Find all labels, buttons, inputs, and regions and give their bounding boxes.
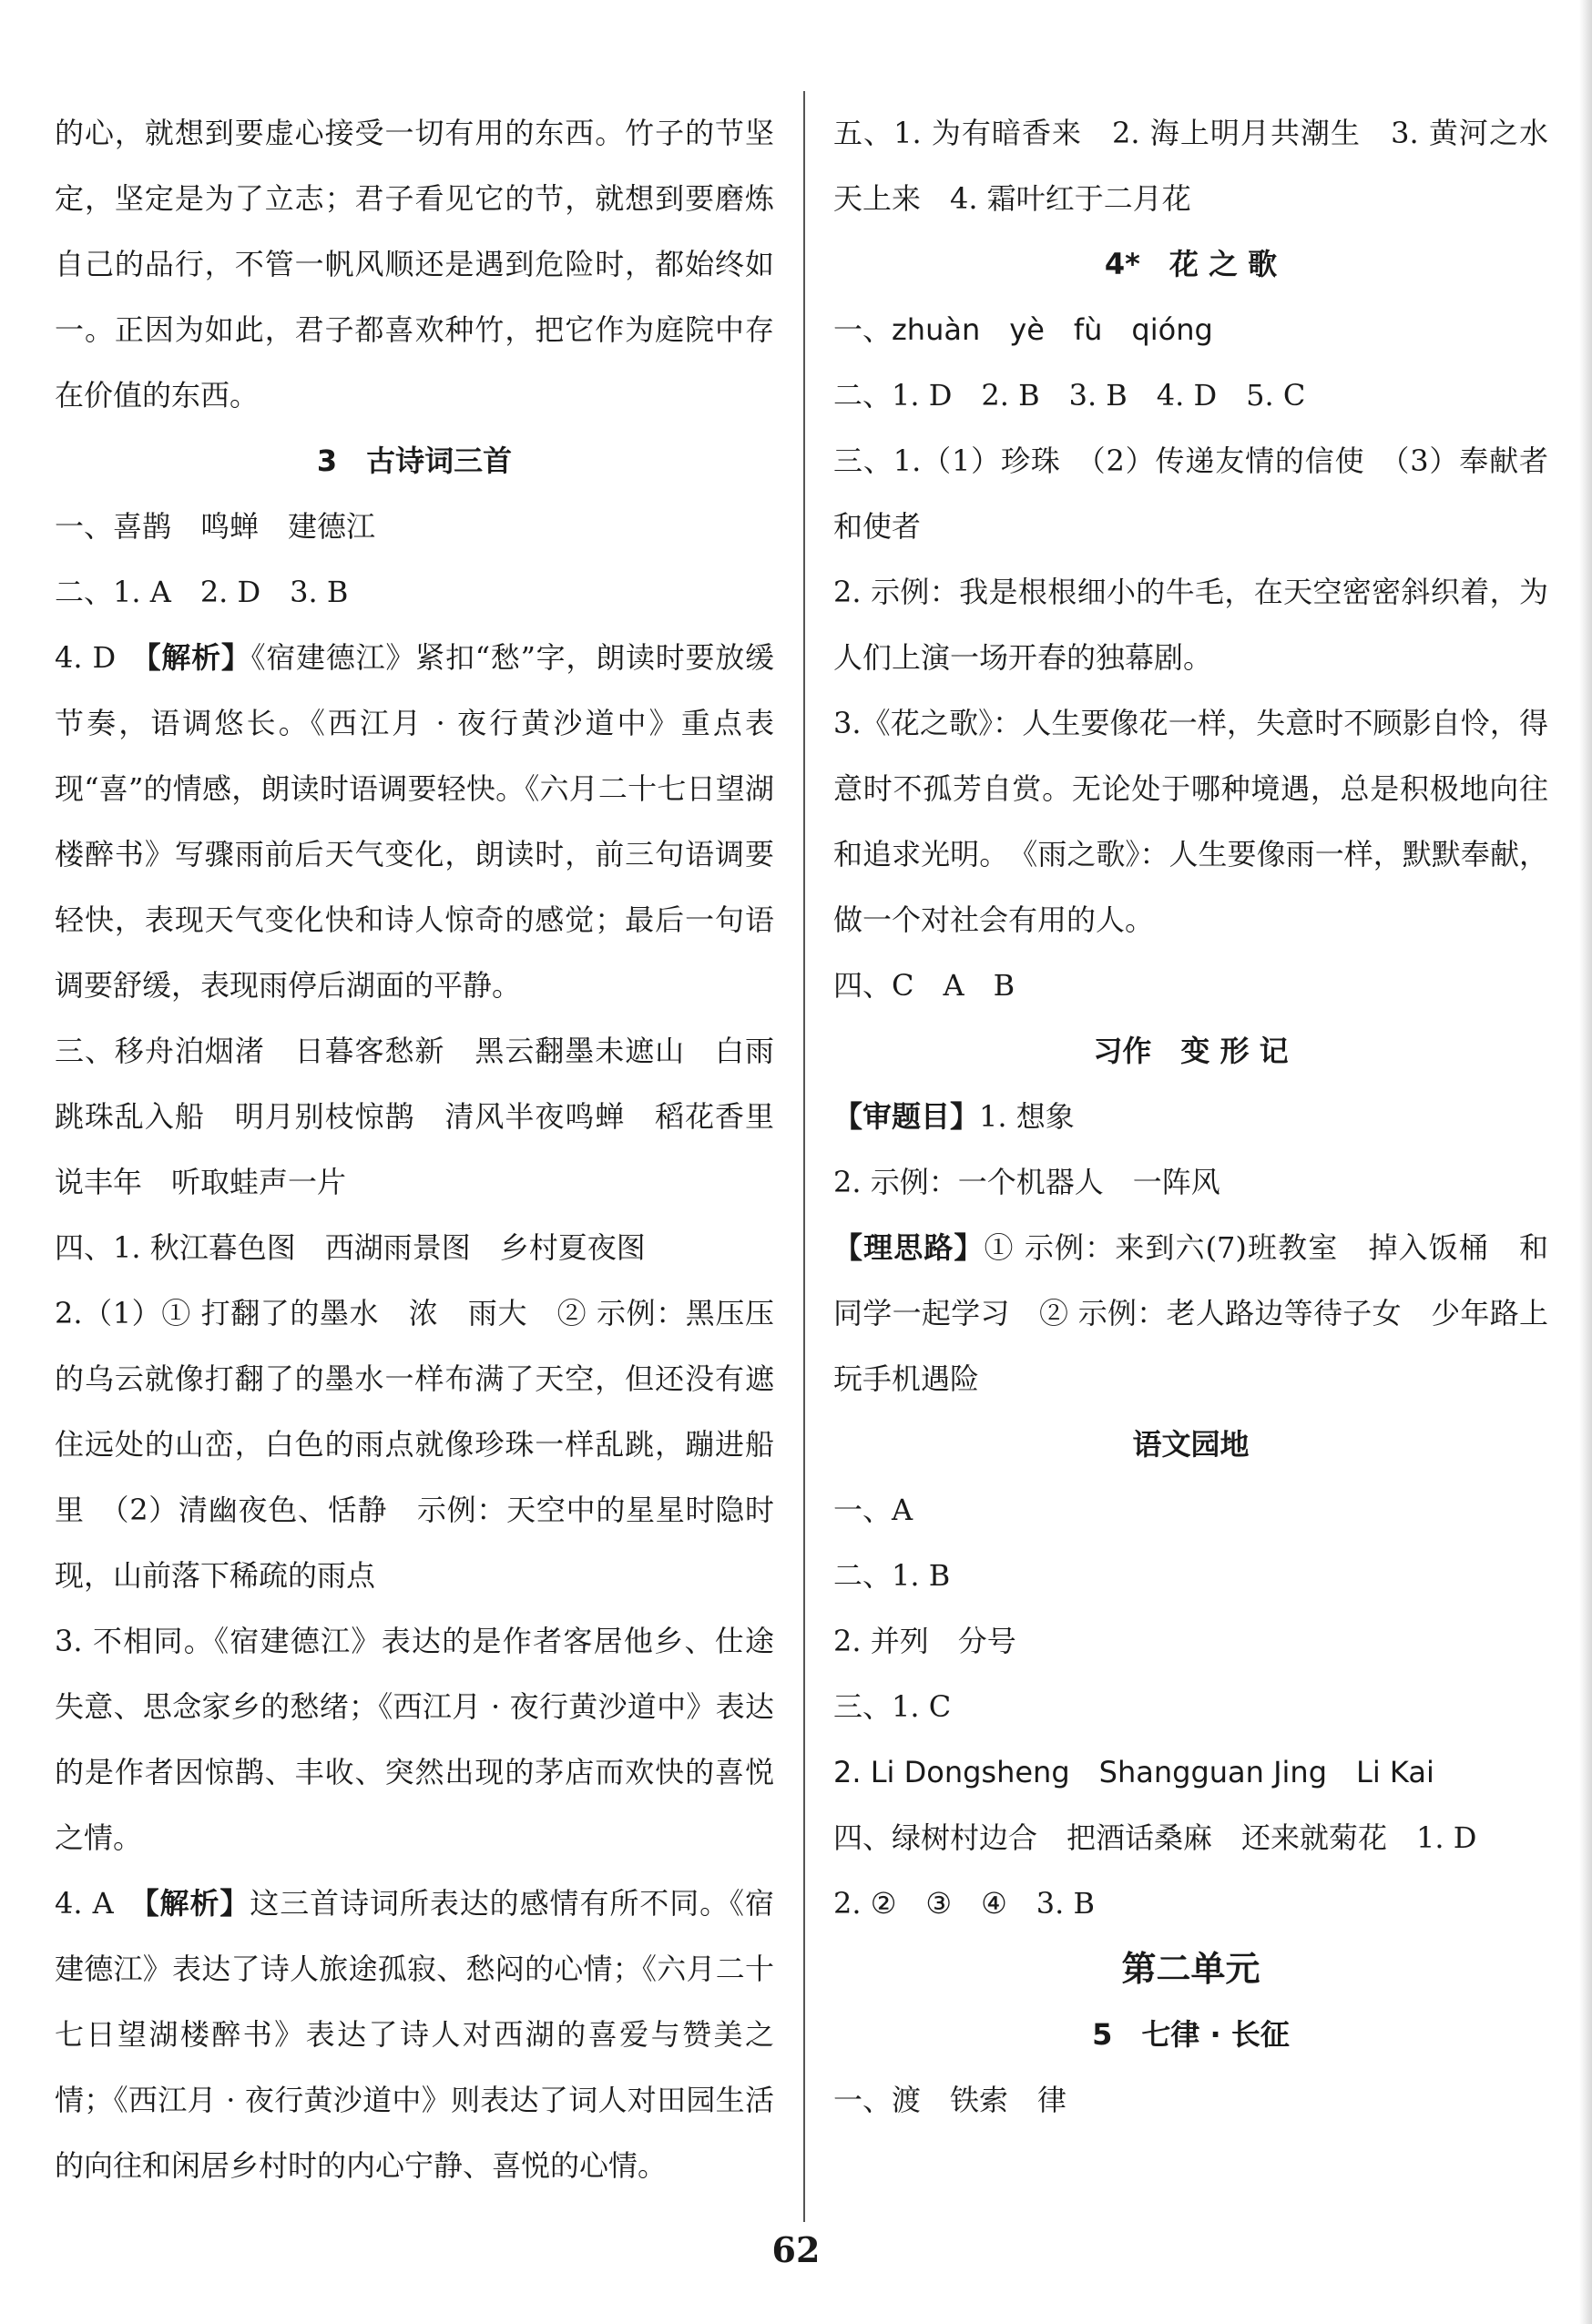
answer-text: ① 示例：来到六(7)班教室 掉入饭桶 和同学一起学习 ② 示例：老人路边等待子女 少年路上玩手机遇险 <box>833 1230 1548 1396</box>
answer-3-4-3: 3. 不相同。《宿建德江》表达的是作者客居他乡、仕途失意、思念家乡的愁绪；《西江月 · 夜行黄沙道中》表达的是作者因惊鹊、丰收、突然出现的茅店而欢快的喜悦之情。 <box>55 1624 774 1855</box>
section-title-5: 5 七律 · 长征 <box>1092 2017 1290 2052</box>
section-title-writing: 习作 变 形 记 <box>1093 1034 1289 1068</box>
analysis-tag: 【解析】 <box>144 1886 250 1921</box>
garden-2-2: 2. 并列 分号 <box>833 1624 1016 1658</box>
answer-3-4-2: 2.（1）① 打翻了的墨水 浓 雨大 ② 示例：黑压压的乌云就像打翻了的墨水一样布满了天空，但还没有遮住远处的山峦，白色的雨点就像珍珠一样乱跳，蹦进船里 （2）清幽夜色、恬静 示例：天空中的星星时隐时现，山前落下稀疏的雨点 <box>55 1296 774 1593</box>
answer-prefix: 4. A <box>55 1886 145 1921</box>
left-column <box>55 100 774 2198</box>
answer-4-3-1: 三、1.（1）珍珠 （2）传递友情的信使 （3）奉献者和使者 <box>833 443 1548 544</box>
answer-text: 这三首诗词所表达的感情有所不同。《宿建德江》表达了诗人旅途孤寂、愁闷的心情；《六月二十七日望湖楼醉书》表达了诗人对西湖的喜爱与赞美之情；《西江月 · 夜行黄沙道中》则表达了词人对田园生活的向往和闲居乡村时的内心宁静、喜悦的心情。 <box>55 1886 774 2183</box>
answer-3-4-1: 四、1. 秋江暮色图 西湖雨景图 乡村夏夜图 <box>55 1230 646 1265</box>
right-column <box>833 100 1548 2133</box>
answer-text: 《宿建德江》紧扣“愁”字，朗读时要放缓节奏，语调悠长。《西江月 · 夜行黄沙道中》重点表现“喜”的情感，朗读时语调要轻快。《六月二十七日望湖楼醉书》写骤雨前后天气变化，朗读时，前三句语调要轻快，表现天气变化快和诗人惊奇的感觉；最后一句语调要舒缓，表现雨停后湖面的平静。 <box>55 640 774 1003</box>
answer-3-2: 二、1. A 2. D 3. B <box>55 575 349 609</box>
section-title-3: 3 古诗词三首 <box>316 443 513 478</box>
garden-1: 一、A <box>833 1493 913 1527</box>
writing-example: 2. 示例：一个机器人 一阵风 <box>833 1165 1220 1199</box>
review-tag: 【审题目】 <box>833 1099 980 1134</box>
page-edge-shadow <box>1579 0 1592 2324</box>
garden-4: 四、绿树村边合 把酒话桑麻 还来就菊花 1. D <box>833 1820 1477 1855</box>
section-title-4: 4* 花 之 歌 <box>1104 247 1278 281</box>
answer-3-1: 一、喜鹊 鸣蝉 建德江 <box>55 509 376 544</box>
unit-title: 第二单元 <box>1121 1948 1260 1989</box>
answer-3-5: 五、1. 为有暗香来 2. 海上明月共潮生 3. 黄河之水天上来 4. 霜叶红于二月花 <box>833 116 1548 216</box>
garden-3-1: 三、1. C <box>833 1689 952 1724</box>
section-title-garden: 语文园地 <box>1132 1427 1250 1462</box>
garden-4-2: 2. ② ③ ④ 3. B <box>833 1886 1095 1921</box>
paragraph-bamboo: 的心，就想到要虚心接受一切有用的东西。竹子的节坚定，坚定是为了立志；君子看见它的节，就想到要磨炼自己的品行，不管一帆风顺还是遇到危险时，都始终如一。正因为如此，君子都喜欢种竹，把它作为庭院中存在价值的东西。 <box>55 116 774 413</box>
writing-review <box>833 1084 1548 1149</box>
column-divider <box>803 91 805 2222</box>
page-number: 62 <box>771 2229 821 2270</box>
garden-3-2: 2. Li Dongsheng Shangguan Jing Li Kai <box>833 1755 1434 1789</box>
answer-text: 1. 想象 <box>979 1099 1075 1134</box>
writing-outline <box>833 1215 1548 1412</box>
answer-4-2: 二、1. D 2. B 3. B 4. D 5. C <box>833 378 1306 413</box>
garden-2-1: 二、1. B <box>833 1558 951 1593</box>
analysis-tag: 【解析】 <box>146 640 251 675</box>
answer-4-4: 四、C A B <box>833 968 1015 1003</box>
answer-5-1: 一、渡 铁索 律 <box>833 2083 1067 2117</box>
answer-3-3: 三、移舟泊烟渚 日暮客愁新 黑云翻墨未遮山 白雨跳珠乱入船 明月别枝惊鹊 清风半夜鸣蝉 稻花香里说丰年 听取蛙声一片 <box>55 1034 774 1199</box>
answer-3-4-4 <box>55 1870 774 2198</box>
answer-4-1: 一、zhuàn yè fù qióng <box>833 312 1213 347</box>
answer-4-3-3: 3.《花之歌》：人生要像花一样，失意时不顾影自怜，得意时不孤芳自赏。无论处于哪种境遇，总是积极地向往和追求光明。 《雨之歌》：人生要像雨一样，默默奉献，做一个对社会有用的人。 <box>833 706 1548 937</box>
outline-tag: 【理思路】 <box>833 1230 985 1265</box>
answer-3-2-4 <box>55 625 774 1018</box>
answer-prefix: 4. D <box>55 640 147 675</box>
answer-4-3-2: 2. 示例：我是根根细小的牛毛，在天空密密斜织着，为人们上演一场开春的独幕剧。 <box>833 575 1548 675</box>
